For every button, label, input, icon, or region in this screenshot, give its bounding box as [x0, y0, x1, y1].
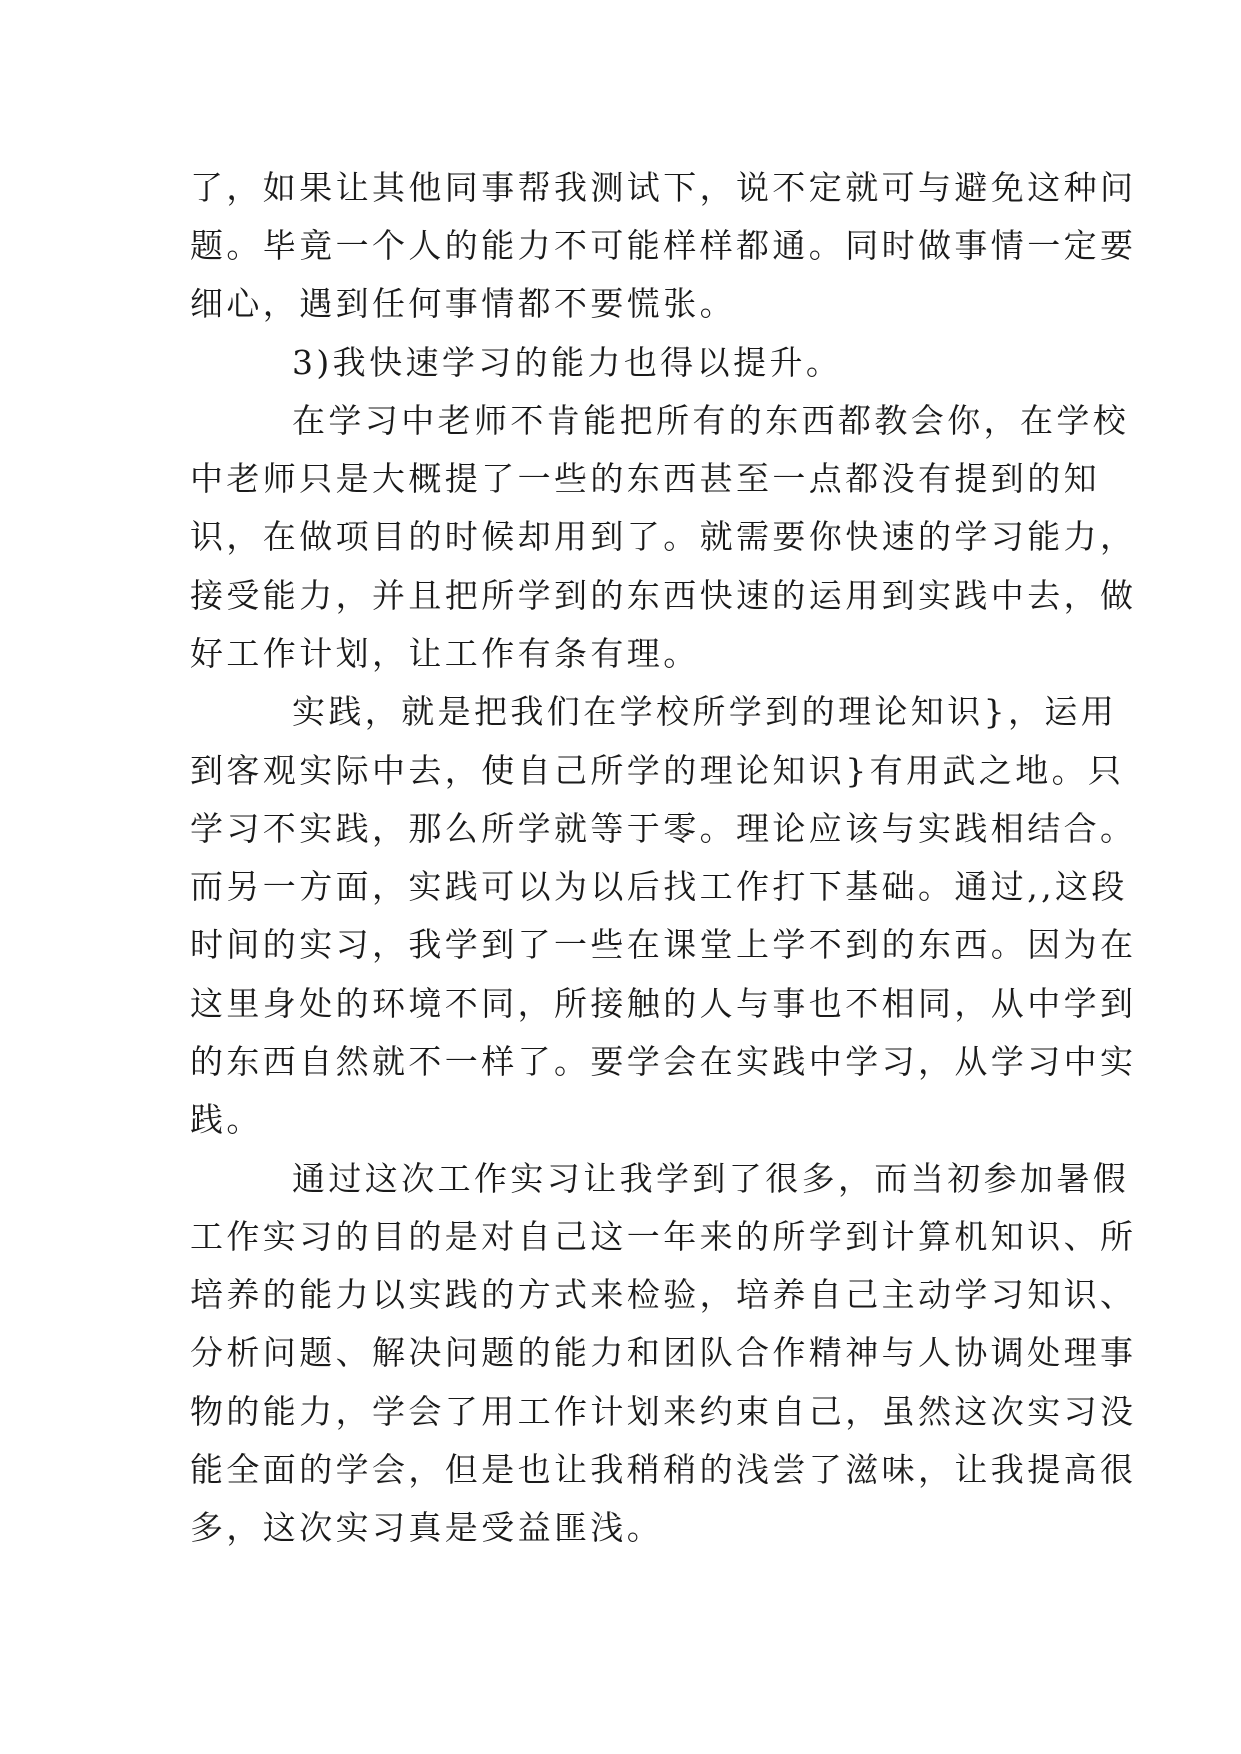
text-line: 题。毕竟一个人的能力不可能样样都通。同时做事情一定要	[190, 226, 1137, 265]
text-line: 时间的实习，我学到了一些在课堂上学不到的东西。因为在	[190, 925, 1137, 964]
text-line: 了，如果让其他同事帮我测试下，说不定就可与避免这种问	[190, 168, 1137, 207]
text-line: 多，这次实习真是受益匪浅。	[190, 1508, 664, 1547]
text-line: 识，在做项目的时候却用到了。就需要你快速的学习能力，	[190, 517, 1137, 556]
paragraph-start-line: 在学习中老师不肯能把所有的东西都教会你，在学校	[292, 401, 1130, 440]
text-line: 这里身处的环境不同，所接触的人与事也不相同，从中学到	[190, 984, 1137, 1023]
text-line: 培养的能力以实践的方式来检验，培养自己主动学习知识、	[190, 1275, 1137, 1314]
text-line: 接受能力，并且把所学到的东西快速的运用到实践中去，做	[190, 576, 1137, 615]
text-line: 到客观实际中去，使自己所学的理论知识}有用武之地。只	[190, 751, 1125, 790]
text-line: 细心，遇到任何事情都不要慌张。	[190, 284, 736, 323]
paragraph-start-line: 通过这次工作实习让我学到了很多，而当初参加暑假	[292, 1159, 1130, 1198]
paragraph-start-line: 实践，就是把我们在学校所学到的理论知识}，运用	[292, 692, 1118, 731]
list-item-heading: 3)我快速学习的能力也得以提升。	[292, 343, 843, 382]
text-line: 好工作计划，让工作有条有理。	[190, 634, 700, 673]
text-line: 分析问题、解决问题的能力和团队合作精神与人协调处理事	[190, 1333, 1137, 1372]
text-line: 践。	[190, 1100, 263, 1139]
text-line: 工作实习的目的是对自己这一年来的所学到计算机知识、所	[190, 1217, 1137, 1256]
text-line: 物的能力，学会了用工作计划来约束自己，虽然这次实习没	[190, 1392, 1137, 1431]
text-line: 的东西自然就不一样了。要学会在实践中学习，从学习中实	[190, 1042, 1137, 1081]
text-line: 能全面的学会，但是也让我稍稍的浅尝了滋味，让我提高很	[190, 1450, 1137, 1489]
text-line: 中老师只是大概提了一些的东西甚至一点都没有提到的知	[190, 459, 1100, 498]
text-line: 学习不实践，那么所学就等于零。理论应该与实践相结合。	[190, 809, 1137, 848]
text-line: 而另一方面，实践可以为以后找工作打下基础。通过,,这段	[190, 867, 1128, 906]
